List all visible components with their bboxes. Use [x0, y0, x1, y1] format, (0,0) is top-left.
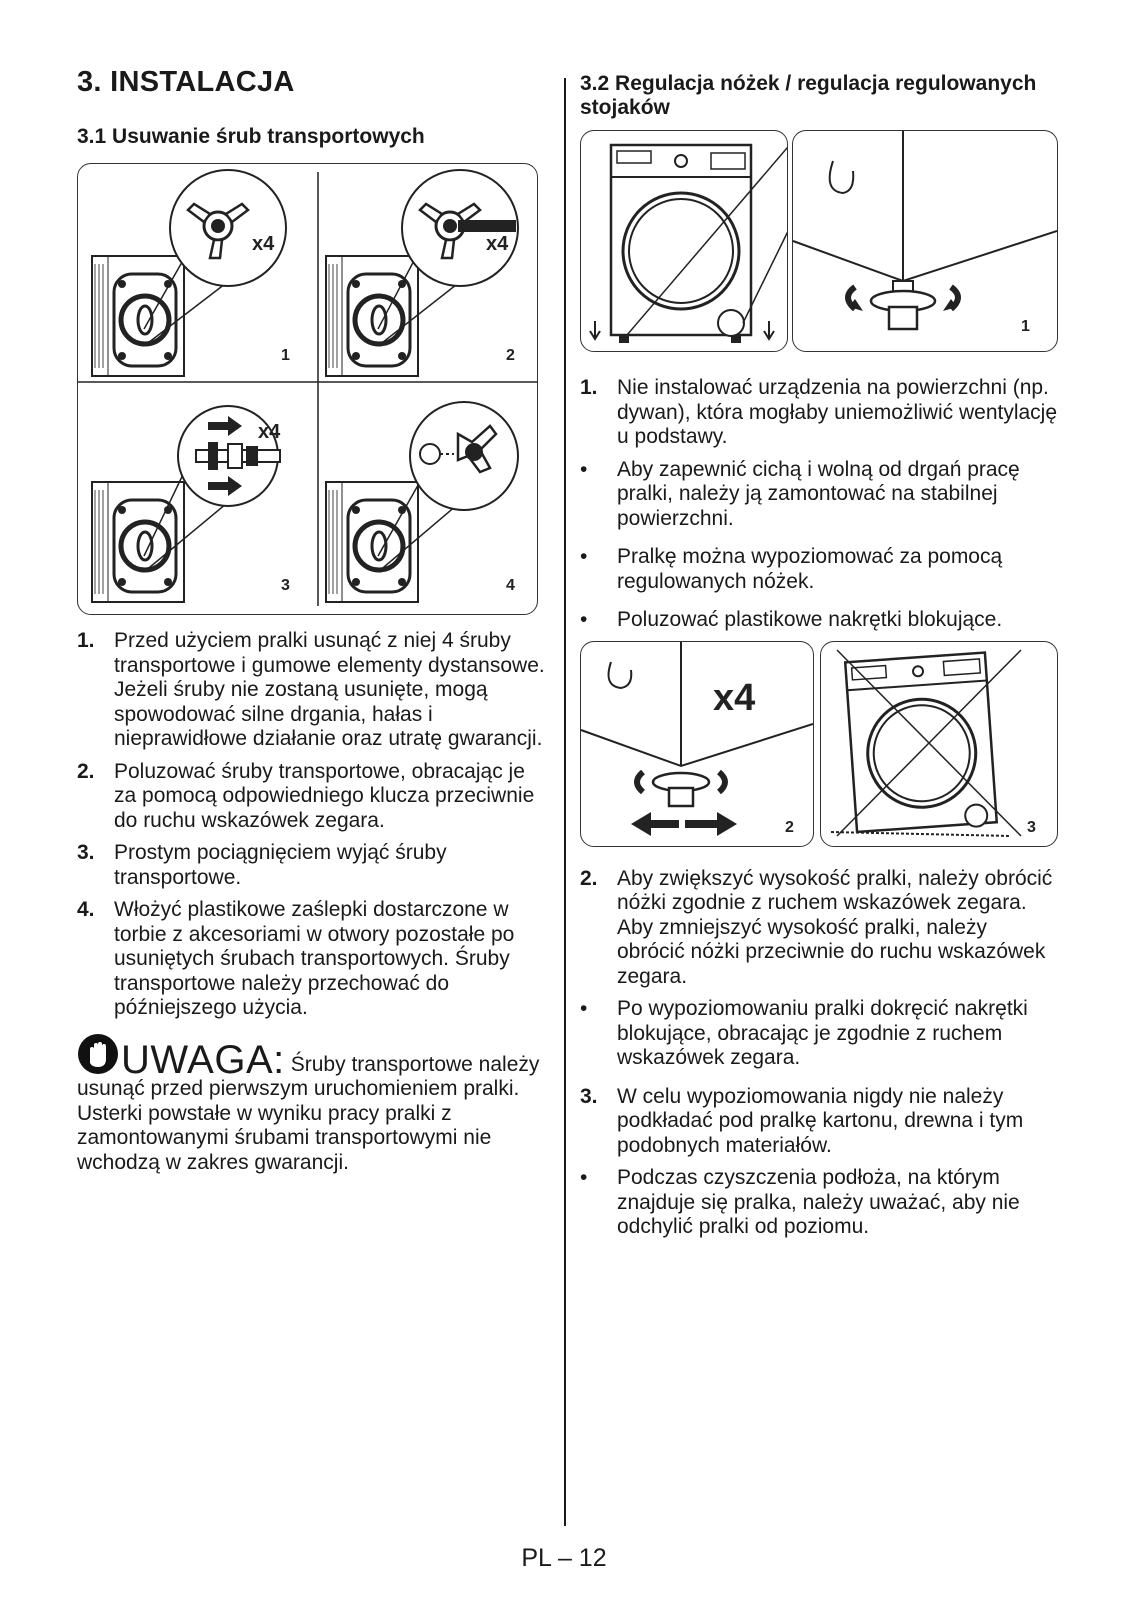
- panel-label-4: 4: [506, 577, 515, 594]
- list-item: 2. Poluzować śruby transportowe, obracając je za pomocą odpowiedniego klucza przeciwnie do ruchu wskazówek zegara.: [77, 759, 535, 832]
- warning-title: UWAGA:: [121, 1037, 285, 1082]
- multiplier-label: x4: [252, 233, 275, 255]
- list-item: • Po wypoziomowaniu pralki dokręcić nakrętki blokujące, obracając je zgodnie z ruchem wskazówek zegara.: [580, 997, 1028, 1069]
- list-item: 3. W celu wypoziomowania nigdy nie należy podkładać pod pralkę kartonu, drewna i tym podobnych materiałów.: [580, 1084, 1024, 1157]
- section-title: 3. INSTALACJA: [77, 66, 295, 98]
- panel-label-2: 2: [506, 347, 515, 364]
- foot-adjust-panel: [580, 641, 814, 847]
- tilted-washer-panel: [820, 641, 1058, 847]
- feet-list-a: [580, 376, 1058, 633]
- column-divider: [564, 78, 566, 1526]
- subsection-heading-feet: 3.2 Regulacja nóżek / regulacja regulowanych stojaków: [580, 72, 1037, 119]
- list-item: 4. Włożyć plastikowe zaślepki dostarczone w torbie z akcesoriami w otwory pozostałe po usuniętych śrubach transportowych. Śruby transportowe należy przechować do późniejszego użycia.: [77, 898, 515, 1019]
- list-item: 1. Przed użyciem pralki usunąć z niej 4 śruby transportowe i gumowe elementy dystansowe. Jeżeli śruby nie zostaną usunięte, mogą spowodować silne drgania, hałas i nieprawidłowe działanie oraz utratę gwarancji.: [77, 629, 545, 750]
- list-item: 2. Aby zwiększyć wysokość pralki, należy obrócić nóżki zgodnie z ruchem wskazówek zegara. Aby zmniejszyć wysokość pralki, należy obrócić nóżki przeciwnie do ruchu wskazówek zegara.: [580, 866, 1053, 988]
- feet-list-b: [580, 867, 1058, 1240]
- warning-text: Śruby transportowe należy usunąć przed pierwszym uruchomieniem pralki. Usterki powstałe w wyniku pracy pralki z zamontowanymi śrubami transportowymi nie wchodzą w zakres gwarancji.: [77, 1052, 540, 1174]
- panel-label-3: 3: [281, 577, 290, 594]
- figure-label-1: 1: [1021, 318, 1030, 335]
- transport-bolts-figure: [77, 163, 538, 615]
- feet-figure-b: [580, 641, 1058, 847]
- foot-closeup-panel: [792, 130, 1058, 352]
- list-item: 3. Prostym pociągnięciem wyjąć śruby transportowe.: [77, 841, 447, 889]
- left-column: [77, 66, 549, 1175]
- subsection-heading-transport-bolts: 3.1 Usuwanie śrub transportowych: [77, 125, 425, 148]
- list-item: • Aby zapewnić cichą i wolną od drgań pracę pralki, należy ją zamontować na stabilnej powierzchni.: [580, 457, 1020, 530]
- washer-front-panel: [580, 130, 788, 352]
- list-item: • Poluzować plastikowe nakrętki blokujące.: [580, 608, 1003, 631]
- feet-figure-a: [580, 130, 1058, 352]
- right-column: [580, 72, 1058, 1248]
- transport-bolts-illustration: [78, 164, 537, 614]
- figure-label-2: 2: [785, 818, 794, 836]
- list-item: 1. Nie instalować urządzenia na powierzchni (np. dywan), która mogłaby uniemożliwić wentylację u podstawy.: [580, 376, 1058, 448]
- figure-label-3: 3: [1027, 818, 1036, 836]
- list-item: • Pralkę można wypoziomować za pomocą regulowanych nóżek.: [580, 545, 1003, 593]
- list-item: • Podczas czyszczenia podłoża, na którym znajduje się pralka, należy uważać, aby nie odchylić pralki od poziomu.: [580, 1166, 1020, 1238]
- transport-bolts-steps: [77, 629, 549, 1021]
- hand-stop-icon: [77, 1033, 119, 1075]
- multiplier-label: x4: [486, 233, 509, 255]
- page-number: PL – 12: [521, 1544, 607, 1572]
- warning-note: [77, 1033, 549, 1176]
- multiplier-label: x4: [713, 676, 756, 719]
- multiplier-label: x4: [258, 421, 281, 443]
- panel-label-1: 1: [281, 347, 290, 364]
